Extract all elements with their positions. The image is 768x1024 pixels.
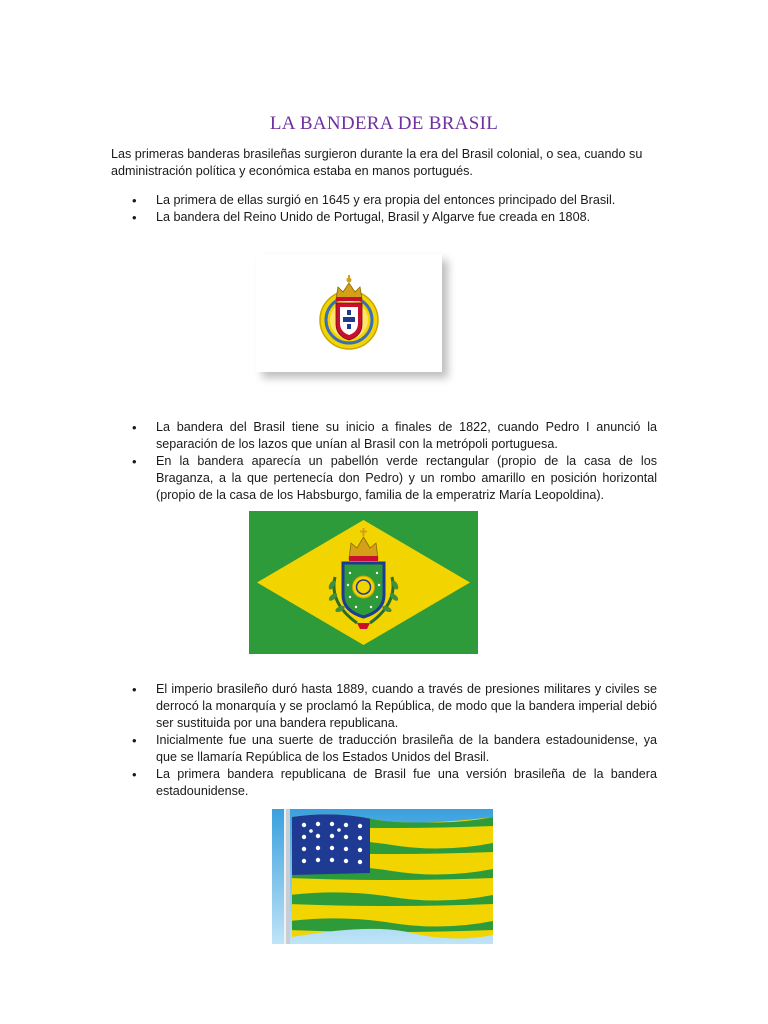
bullet-list-colonial <box>111 192 657 226</box>
bullet-list-republic <box>111 681 657 800</box>
list-item: • El imperio brasileño duró hasta 1889, cuando a través de presiones militares y civiles se derrocó la monarquía y se proclamó la República, de modo que la bandera imperial debió ser sustituida por una bandera republicana. <box>111 681 657 732</box>
list-item: • Inicialmente fue una suerte de traducción brasileña de la bandera estadounidense, ya que se llamaría República de los Estados Unidos del Brasil. <box>111 732 657 766</box>
coat-of-arms-icon <box>256 254 442 372</box>
list-item: • La primera de ellas surgió en 1645 y era propia del entonces principado del Brasil. <box>111 192 657 209</box>
flag-1808-image <box>256 254 442 372</box>
flag-1822-image <box>249 511 478 654</box>
list-item: • La bandera del Brasil tiene su inicio a finales de 1822, cuando Pedro I anunció la separación de los lazos que unían al Brasil con la metrópoli portuguesa. <box>111 419 657 453</box>
flag-1889-image <box>272 809 493 944</box>
imperial-flag-icon <box>249 511 478 654</box>
list-item: • La bandera del Reino Unido de Portugal, Brasil y Algarve fue creada en 1808. <box>111 209 657 226</box>
list-item: • La primera bandera republicana de Brasil fue una versión brasileña de la bandera estadounidense. <box>111 766 657 800</box>
intro-paragraph: Las primeras banderas brasileñas surgieron durante la era del Brasil colonial, o sea, cuando su administración política y económica estaba en manos portugués. <box>111 147 643 178</box>
page-title: LA BANDERA DE BRASIL <box>269 113 499 134</box>
bullet-list-empire <box>111 419 657 504</box>
republic-flag-icon <box>272 809 493 944</box>
list-item: • En la bandera aparecía un pabellón verde rectangular (propio de la casa de los Braganza, a la que pertenecía don Pedro) y un rombo amarillo en posición horizontal (propio de la casa de los Habsburgo, familia de la emperatriz María Leopoldina). <box>111 453 657 504</box>
